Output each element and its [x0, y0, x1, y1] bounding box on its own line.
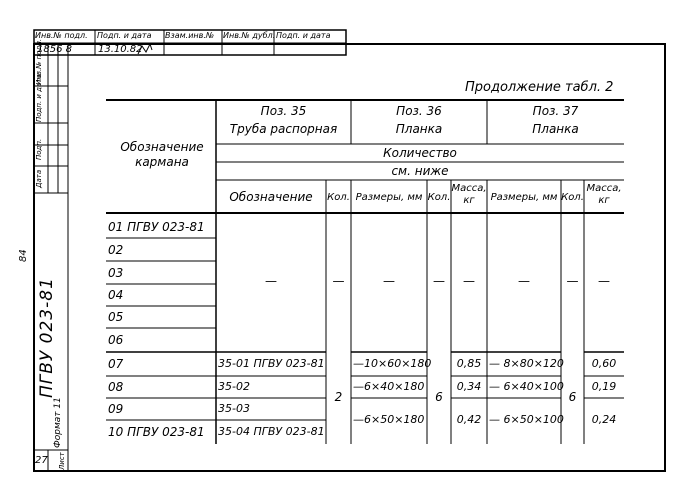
header-quantity: Количество: [383, 146, 457, 160]
sub-mass-37: Масса, кг: [586, 183, 622, 206]
format-label: Формат 11: [53, 397, 63, 448]
pos35-designation: 35-01 ПГВУ 023-81: [218, 357, 325, 370]
header-pos36-name: Планка: [395, 122, 443, 136]
table-caption: Продолжение табл. 2: [465, 80, 614, 95]
pos36-size: —10×60×180: [353, 357, 432, 370]
strip-label-sign2: Подп.: [35, 138, 43, 160]
row-label: 03: [108, 266, 124, 280]
pos36-qty: 6: [435, 390, 443, 404]
row-label: 02: [108, 243, 124, 257]
dash-cell: —: [518, 274, 530, 288]
header-see-below: см. ниже: [391, 164, 449, 178]
sub-qty-37: Кол.: [561, 192, 584, 203]
pos37-size: — 6×40×100: [489, 380, 564, 393]
row-label: 10 ПГВУ 023-81: [108, 425, 205, 439]
pos36-size: —6×40×180: [353, 380, 425, 393]
dash-cell: —: [332, 274, 345, 288]
stamp-header-inv: Инв.№ подл.: [35, 31, 88, 40]
sub-mass-36: Масса, кг: [451, 183, 487, 206]
pos35-qty: 2: [334, 390, 343, 404]
pos36-mass: 0,85: [456, 357, 482, 370]
pos35-designation: 35-02: [218, 380, 250, 393]
row-label: 08: [108, 380, 124, 394]
row-label: 05: [108, 310, 124, 324]
pos37-qty: 6: [568, 390, 577, 404]
header-pos35-title: Поз. 35: [260, 104, 307, 118]
dash-cell: —: [566, 274, 579, 288]
row-label: 01 ПГВУ 023-81: [108, 220, 205, 234]
sheet-number: 27: [35, 455, 48, 466]
sub-sizes-36: Размеры, мм: [355, 192, 423, 203]
header-pos35-name: Труба распорная: [229, 122, 338, 136]
row-label: 06: [108, 333, 124, 347]
row-label: 07: [108, 357, 124, 371]
header-pos37-title: Поз. 37: [532, 104, 579, 118]
stamp-header-replace: Взам.инв.№: [165, 31, 215, 40]
pos37-size: — 6×50×100: [489, 413, 564, 426]
stamp-header-sign2: Подп. и дата: [276, 31, 331, 40]
pos36-mass: 0,34: [456, 380, 482, 393]
pos35-designation: 35-03: [218, 402, 250, 415]
header-designation-pocket: Обозначение кармана: [120, 140, 204, 169]
strip-label-date: Дата: [35, 169, 43, 188]
header-pos36-title: Поз. 36: [396, 104, 442, 118]
stamp-header-sign: Подп. и дата: [97, 31, 152, 40]
sub-designation: Обозначение: [229, 190, 313, 204]
pos37-mass: 0,19: [591, 380, 617, 393]
pos37-mass: 0,24: [591, 413, 617, 426]
strip-label-sign: Подп. и дата: [35, 74, 43, 122]
row-label: 04: [108, 288, 124, 302]
pos36-mass: 0,42: [456, 413, 482, 426]
stamp-inv-number: 1856 8: [37, 44, 72, 55]
sheet-label: Лист: [58, 452, 66, 470]
pos35-designation: 35-04 ПГВУ 023-81: [218, 425, 325, 438]
strip-label-inv: Инв.№ подл.: [35, 38, 43, 85]
sub-qty-35: Кол.: [327, 192, 350, 203]
pos36-size: —6×50×180: [353, 413, 425, 426]
dash-cell: —: [463, 274, 475, 288]
page-number: 84: [18, 249, 29, 262]
pos37-size: — 8×80×120: [489, 357, 564, 370]
pos37-mass: 0,60: [591, 357, 617, 370]
stamp-header-dup: Инв.№ дубл.: [223, 31, 276, 40]
sub-sizes-37: Размеры, мм: [490, 192, 558, 203]
row-label: 09: [108, 402, 124, 416]
dash-cell: —: [383, 274, 395, 288]
doc-code: ПГВУ 023-81: [37, 277, 57, 398]
stamp-date: 13.10.82: [98, 44, 143, 55]
sub-qty-36: Кол.: [427, 192, 451, 203]
header-pos37-name: Планка: [532, 122, 579, 136]
dash-cell: —: [433, 274, 445, 288]
dash-cell: —: [265, 274, 277, 288]
dash-cell: —: [598, 274, 610, 288]
